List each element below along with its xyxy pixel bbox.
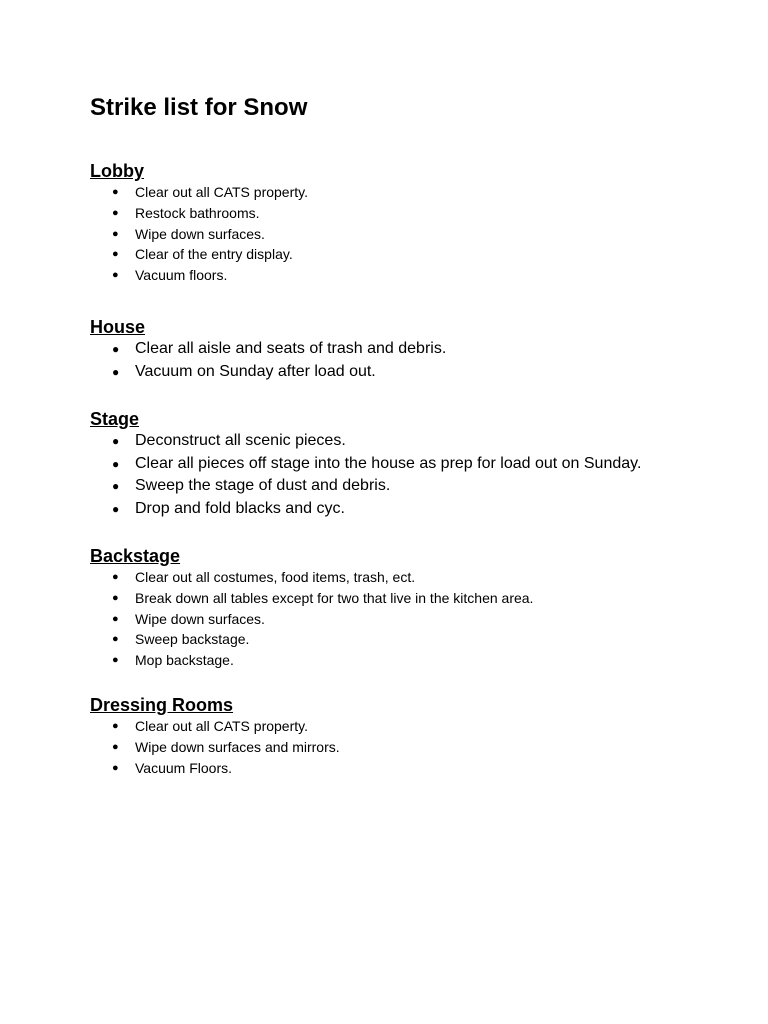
bullet-icon: ● xyxy=(112,206,119,219)
list-item-text: Clear out all CATS property. xyxy=(135,718,308,734)
bullet-icon: ● xyxy=(112,227,119,240)
list-item xyxy=(90,430,730,453)
bullet-icon: ● xyxy=(112,364,120,379)
list-item-text: Clear out all costumes, food items, trash, ect. xyxy=(135,569,416,585)
section-heading-backstage: Backstage xyxy=(90,546,181,566)
bullet-icon: ● xyxy=(112,248,119,261)
bullet-icon: ● xyxy=(112,761,119,774)
list-item xyxy=(90,244,730,265)
lobby-list xyxy=(90,182,730,286)
section-backstage xyxy=(90,545,730,671)
bullet-icon: ● xyxy=(112,740,119,753)
bullet-icon: ● xyxy=(112,654,119,667)
bullet-icon: ● xyxy=(112,186,119,198)
bullet-icon: ● xyxy=(112,269,119,282)
list-item-text: Deconstruct all scenic pieces. xyxy=(135,432,346,449)
bullet-icon: ● xyxy=(112,434,120,448)
list-item xyxy=(90,203,730,224)
bullet-icon: ● xyxy=(112,342,120,356)
list-item xyxy=(90,629,730,650)
list-item xyxy=(90,453,730,476)
list-item xyxy=(90,475,730,498)
list-item-text: Wipe down surfaces and mirrors. xyxy=(135,738,340,755)
section-heading-house: House xyxy=(90,317,146,337)
list-item-text: Wipe down surfaces. xyxy=(135,225,265,242)
list-item-text: Clear all pieces off stage into the house as prep for load out on Sunday. xyxy=(135,454,642,472)
house-list xyxy=(90,338,730,383)
list-item xyxy=(90,716,730,737)
list-item xyxy=(90,265,730,286)
list-item-text: Sweep backstage. xyxy=(135,631,250,648)
list-item-text: Sweep the stage of dust and debris. xyxy=(135,477,391,494)
page-title: Strike list for Snow xyxy=(90,94,308,121)
list-item xyxy=(90,567,730,588)
bullet-icon: ● xyxy=(112,591,119,604)
bullet-icon: ● xyxy=(112,501,120,516)
section-heading-dressing-rooms: Dressing Rooms xyxy=(90,695,234,715)
list-item xyxy=(90,498,730,521)
list-item xyxy=(90,758,730,779)
section-dressing-rooms xyxy=(90,694,730,778)
list-item-text: Wipe down surfaces. xyxy=(135,610,265,627)
list-item xyxy=(90,224,730,245)
list-item-text: Clear out all CATS property. xyxy=(135,184,308,200)
list-item-text: Mop backstage. xyxy=(135,652,234,669)
bullet-icon: ● xyxy=(112,456,120,471)
list-item-text: Drop and fold blacks and cyc. xyxy=(135,499,345,517)
dressing-rooms-list xyxy=(90,716,730,778)
list-item xyxy=(90,588,730,609)
section-heading-stage: Stage xyxy=(90,409,140,429)
list-item xyxy=(90,650,730,671)
list-item-text: Vacuum floors. xyxy=(135,267,228,284)
list-item-text: Clear of the entry display. xyxy=(135,246,293,263)
list-item xyxy=(90,182,730,203)
stage-list xyxy=(90,430,730,520)
bullet-icon: ● xyxy=(112,479,120,493)
list-item-text: Vacuum Floors. xyxy=(135,759,232,776)
list-item-text: Clear all aisle and seats of trash and debris. xyxy=(135,340,447,357)
section-heading-lobby: Lobby xyxy=(90,161,144,181)
section-stage xyxy=(90,408,730,520)
list-item xyxy=(90,361,730,384)
bullet-icon: ● xyxy=(112,720,119,732)
section-lobby xyxy=(90,160,730,286)
list-item xyxy=(90,338,730,361)
list-item-text: Restock bathrooms. xyxy=(135,204,260,221)
bullet-icon: ● xyxy=(112,612,119,625)
bullet-icon: ● xyxy=(112,633,119,646)
list-item xyxy=(90,609,730,630)
list-item-text: Vacuum on Sunday after load out. xyxy=(135,362,376,380)
backstage-list xyxy=(90,567,730,671)
bullet-icon: ● xyxy=(112,571,119,583)
section-house xyxy=(90,316,730,383)
list-item xyxy=(90,737,730,758)
list-item-text: Break down all tables except for two that live in the kitchen area. xyxy=(135,589,534,606)
